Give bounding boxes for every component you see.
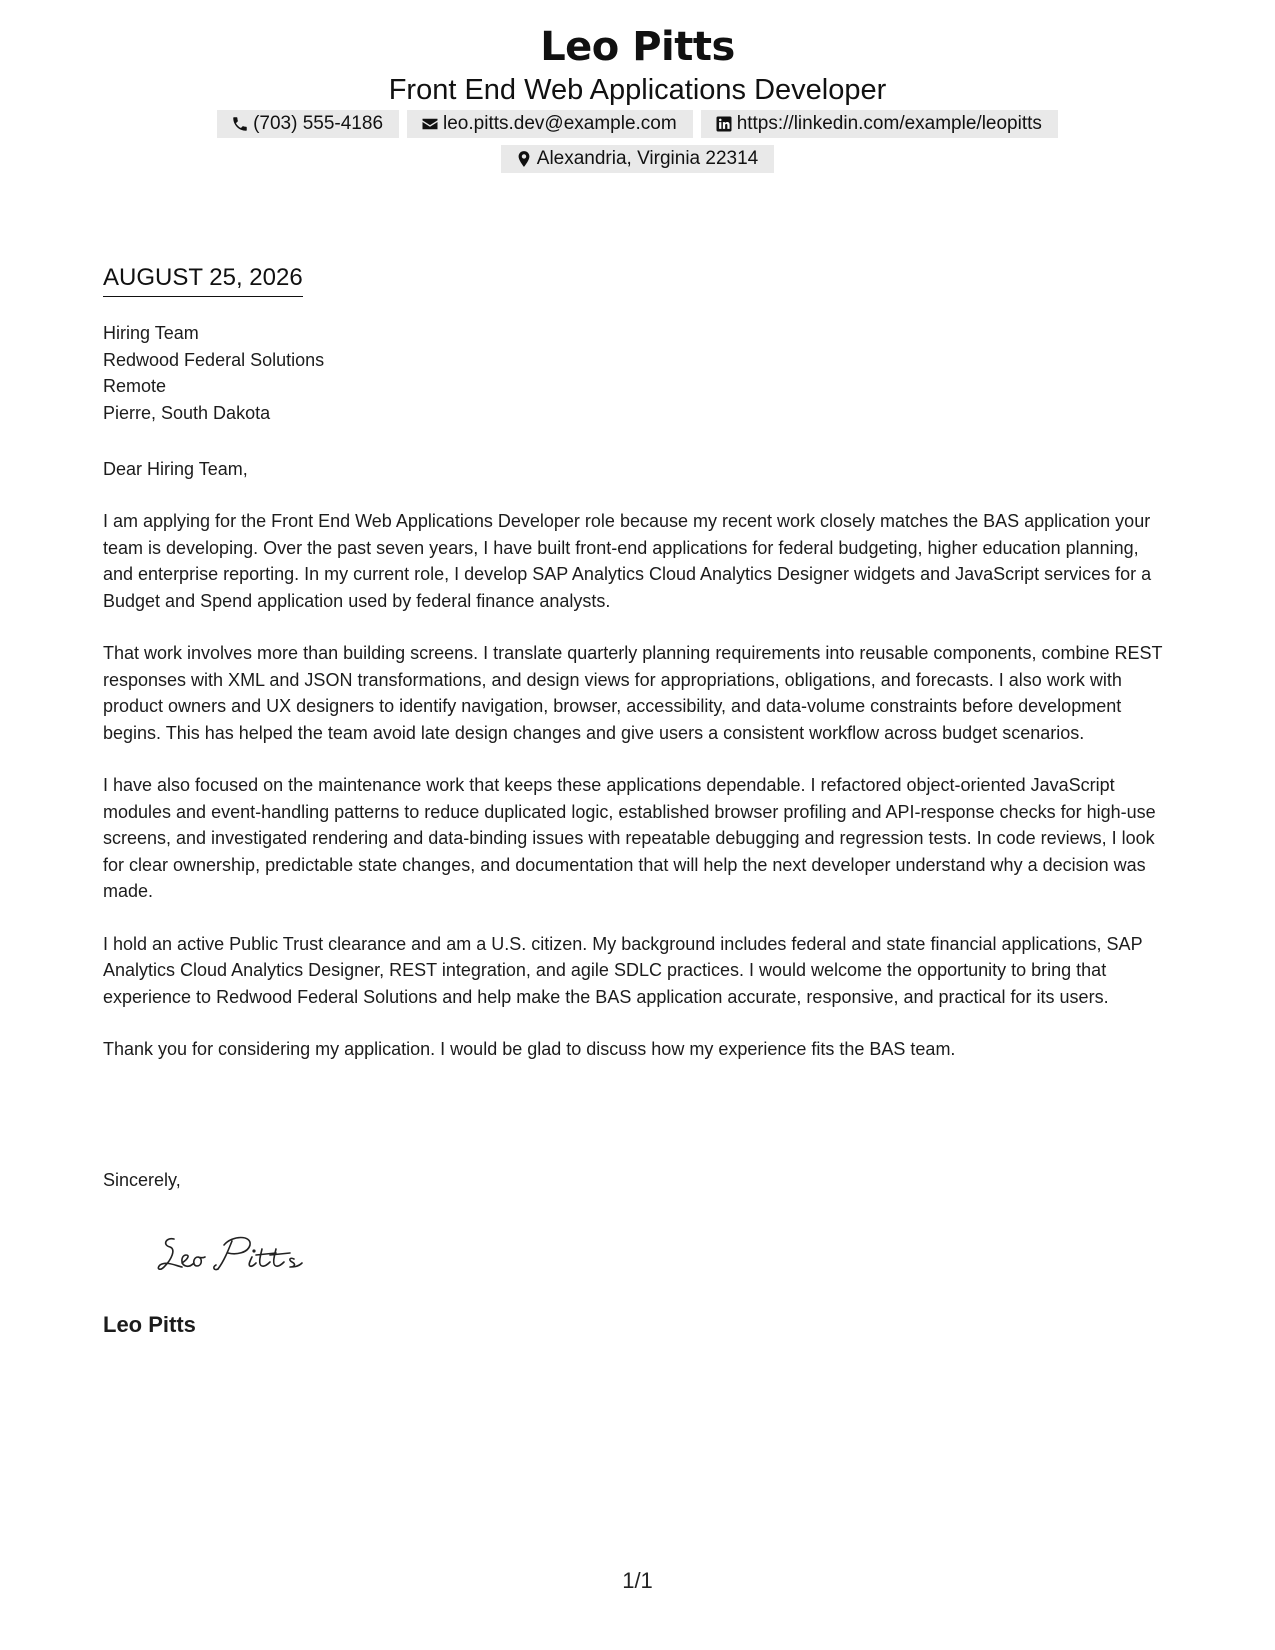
recipient-line: Redwood Federal Solutions — [103, 349, 325, 370]
applicant-name: Leo Pitts — [540, 24, 735, 70]
letter-date: AUGUST 25, 2026 — [103, 262, 303, 297]
job-title: Front End Web Applications Developer — [388, 74, 887, 106]
linkedin-text: https://linkedin.com/example/leopitts — [736, 113, 1042, 134]
map-pin-icon — [515, 150, 533, 168]
email-contact[interactable] — [407, 110, 693, 138]
envelope-icon — [421, 115, 439, 133]
salutation: Dear Hiring Team, — [103, 459, 248, 479]
recipient-line: Pierre, South Dakota — [103, 402, 271, 423]
email-text: leo.pitts.dev@example.com — [443, 113, 677, 134]
signed-name: Leo Pitts — [103, 1312, 196, 1337]
letter-body — [103, 508, 1173, 1089]
handwritten-signature — [152, 1225, 322, 1277]
body-paragraph: I hold an active Public Trust clearance and am a U.S. citizen. My background includes federal and state financial applications, SAP Analytics Cloud Analytics Designer, REST integration, and agile SDLC practices. I would welcome the opportunity to bring that experience to Redwood Federal Solutions and help make the BAS application accurate, responsive, and practical for its users. — [103, 933, 1143, 1007]
body-paragraph: I am applying for the Front End Web Applications Developer role because my recent work closely matches the BAS application your team is developing. Over the past seven years, I have built front-end applications for federal budgeting, higher education planning, and enterprise reporting. In my current role, I develop SAP Analytics Cloud Analytics Designer widgets and JavaScript services for a Budget and Spend application used by federal finance analysts. — [103, 511, 1152, 611]
body-paragraph: Thank you for considering my application. I would be glad to discuss how my experience fits the BAS team. — [103, 1039, 956, 1059]
closing: Sincerely, — [103, 1170, 181, 1190]
location-text: Alexandria, Virginia 22314 — [536, 148, 759, 169]
letter-header — [0, 22, 1275, 173]
recipient-line: Hiring Team — [103, 323, 199, 343]
location-contact — [501, 145, 774, 173]
phone-text: (703) 555-4186 — [253, 113, 384, 134]
recipient-line: Remote — [103, 376, 167, 396]
linkedin-contact[interactable] — [701, 110, 1058, 138]
recipient-block — [103, 320, 324, 426]
body-paragraph: That work involves more than building screens. I translate quarterly planning requirements into reusable components, combine REST responses with XML and JSON transformations, and design views for appropriations, obligations, and forecasts. I also work with product owners and UX designers to identify navigation, browser, accessibility, and data-volume constraints before development begins. This has helped the team avoid late design changes and give users a consistent workflow across budget scenarios. — [103, 643, 1163, 743]
contact-row — [0, 110, 1275, 138]
body-paragraph: I have also focused on the maintenance work that keeps these applications dependable. I refactored object-oriented JavaScript modules and event-handling patterns to reduce duplicated logic, established browser profiling and API-response checks for high-use screens, and investigated rendering and data-binding issues with repeatable debugging and regression tests. In code reviews, I look for clear ownership, predictable state changes, and documentation that will help the next developer understand why a decision was made. — [103, 775, 1156, 901]
phone-icon — [231, 115, 249, 133]
page-number: 1/1 — [622, 1568, 653, 1593]
phone-contact[interactable] — [217, 110, 399, 138]
contact-row-location — [0, 145, 1275, 173]
linkedin-icon — [715, 115, 733, 133]
